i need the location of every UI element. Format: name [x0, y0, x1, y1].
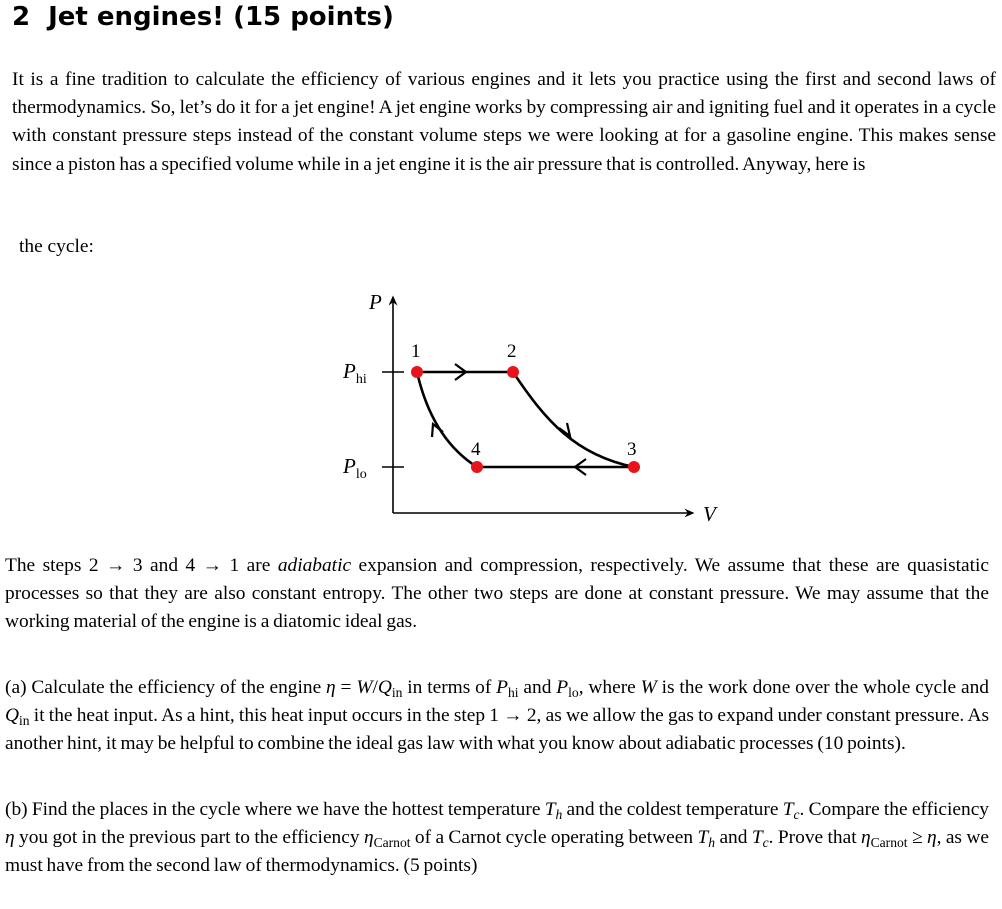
y-axis-label: P: [369, 290, 382, 314]
p-hi-label: $P_{hi}$: [343, 359, 367, 387]
point-2-label: 2: [507, 341, 517, 362]
point-3-label: 3: [627, 439, 637, 460]
section-number: 2: [12, 2, 31, 32]
arrow-3-4: [575, 459, 586, 475]
p-lo-label: $P_{lo}$: [343, 454, 367, 482]
point-1: [411, 366, 423, 378]
point-3: [628, 461, 640, 473]
point-4: [471, 461, 483, 473]
arrow-1-2: [455, 364, 466, 380]
arrow-4-1: [432, 424, 443, 437]
section-heading: [12, 2, 394, 32]
intro-paragraph: It is a fine tradition to calculate the efficiency of various engines and it lets you practice using the first and second laws of thermodynamics. So, let’s do it for a jet engine! A jet engine works by compressing air and igniting fuel and it operates in a cycle with constant pressure steps instead of the constant volume steps we were looking at for a gasoline engine. This makes sense since a piston has a specified volume while in a jet engine it is the air pressure that is controlled. Anyway, here is: [12, 69, 996, 175]
point-1-label: 1: [411, 341, 421, 362]
part-b-question: (b) Find the places in the cycle where we have the hottest temperature $T_h$ and the coldest temperature $T_c$. Compare the efficiency η you got in the previous part to the efficiency $\eta_{Carnot}$ of a Carnot cycle operating between $T_h$ and $T_c$. Prove that $\eta_{Carnot} \ge \eta$, as we must have from the second law of thermodynamics. (5 points): [5, 799, 990, 877]
point-4-label: 4: [471, 439, 481, 460]
steps-paragraph: The steps 2 → 3 and 4 → 1 are adiabatic expansion and compression, respectively. We assume that these are quasistatic processes so that they are also constant entropy. The other two steps are done at constant pressure. We may assume that the working material of the engine is a diatomic ideal gas.: [5, 555, 989, 633]
point-2: [507, 366, 519, 378]
section-title: Jet engines! (15 points): [48, 2, 394, 32]
x-axis-label: V: [703, 502, 716, 526]
arrow-2-3: [559, 423, 570, 436]
adiabat-2-3: [513, 372, 634, 467]
intro-continuation: the cycle:: [19, 236, 94, 257]
adiabat-4-1: [417, 372, 477, 467]
part-a-question: (a) Calculate the efficiency of the engine $\eta = W/Q_{in}$ in terms of $P_{hi}$ and $P_{lo}$, where W is the work done over the whole cycle and $Q_{in}$ it the heat input. As a hint, this heat input occurs in the step 1 → 2, as we allow the gas to expand under constant pressure. As another hint, it may be helpful to combine the ideal gas law with what you know about adiabatic processes (10 points).: [5, 677, 990, 755]
